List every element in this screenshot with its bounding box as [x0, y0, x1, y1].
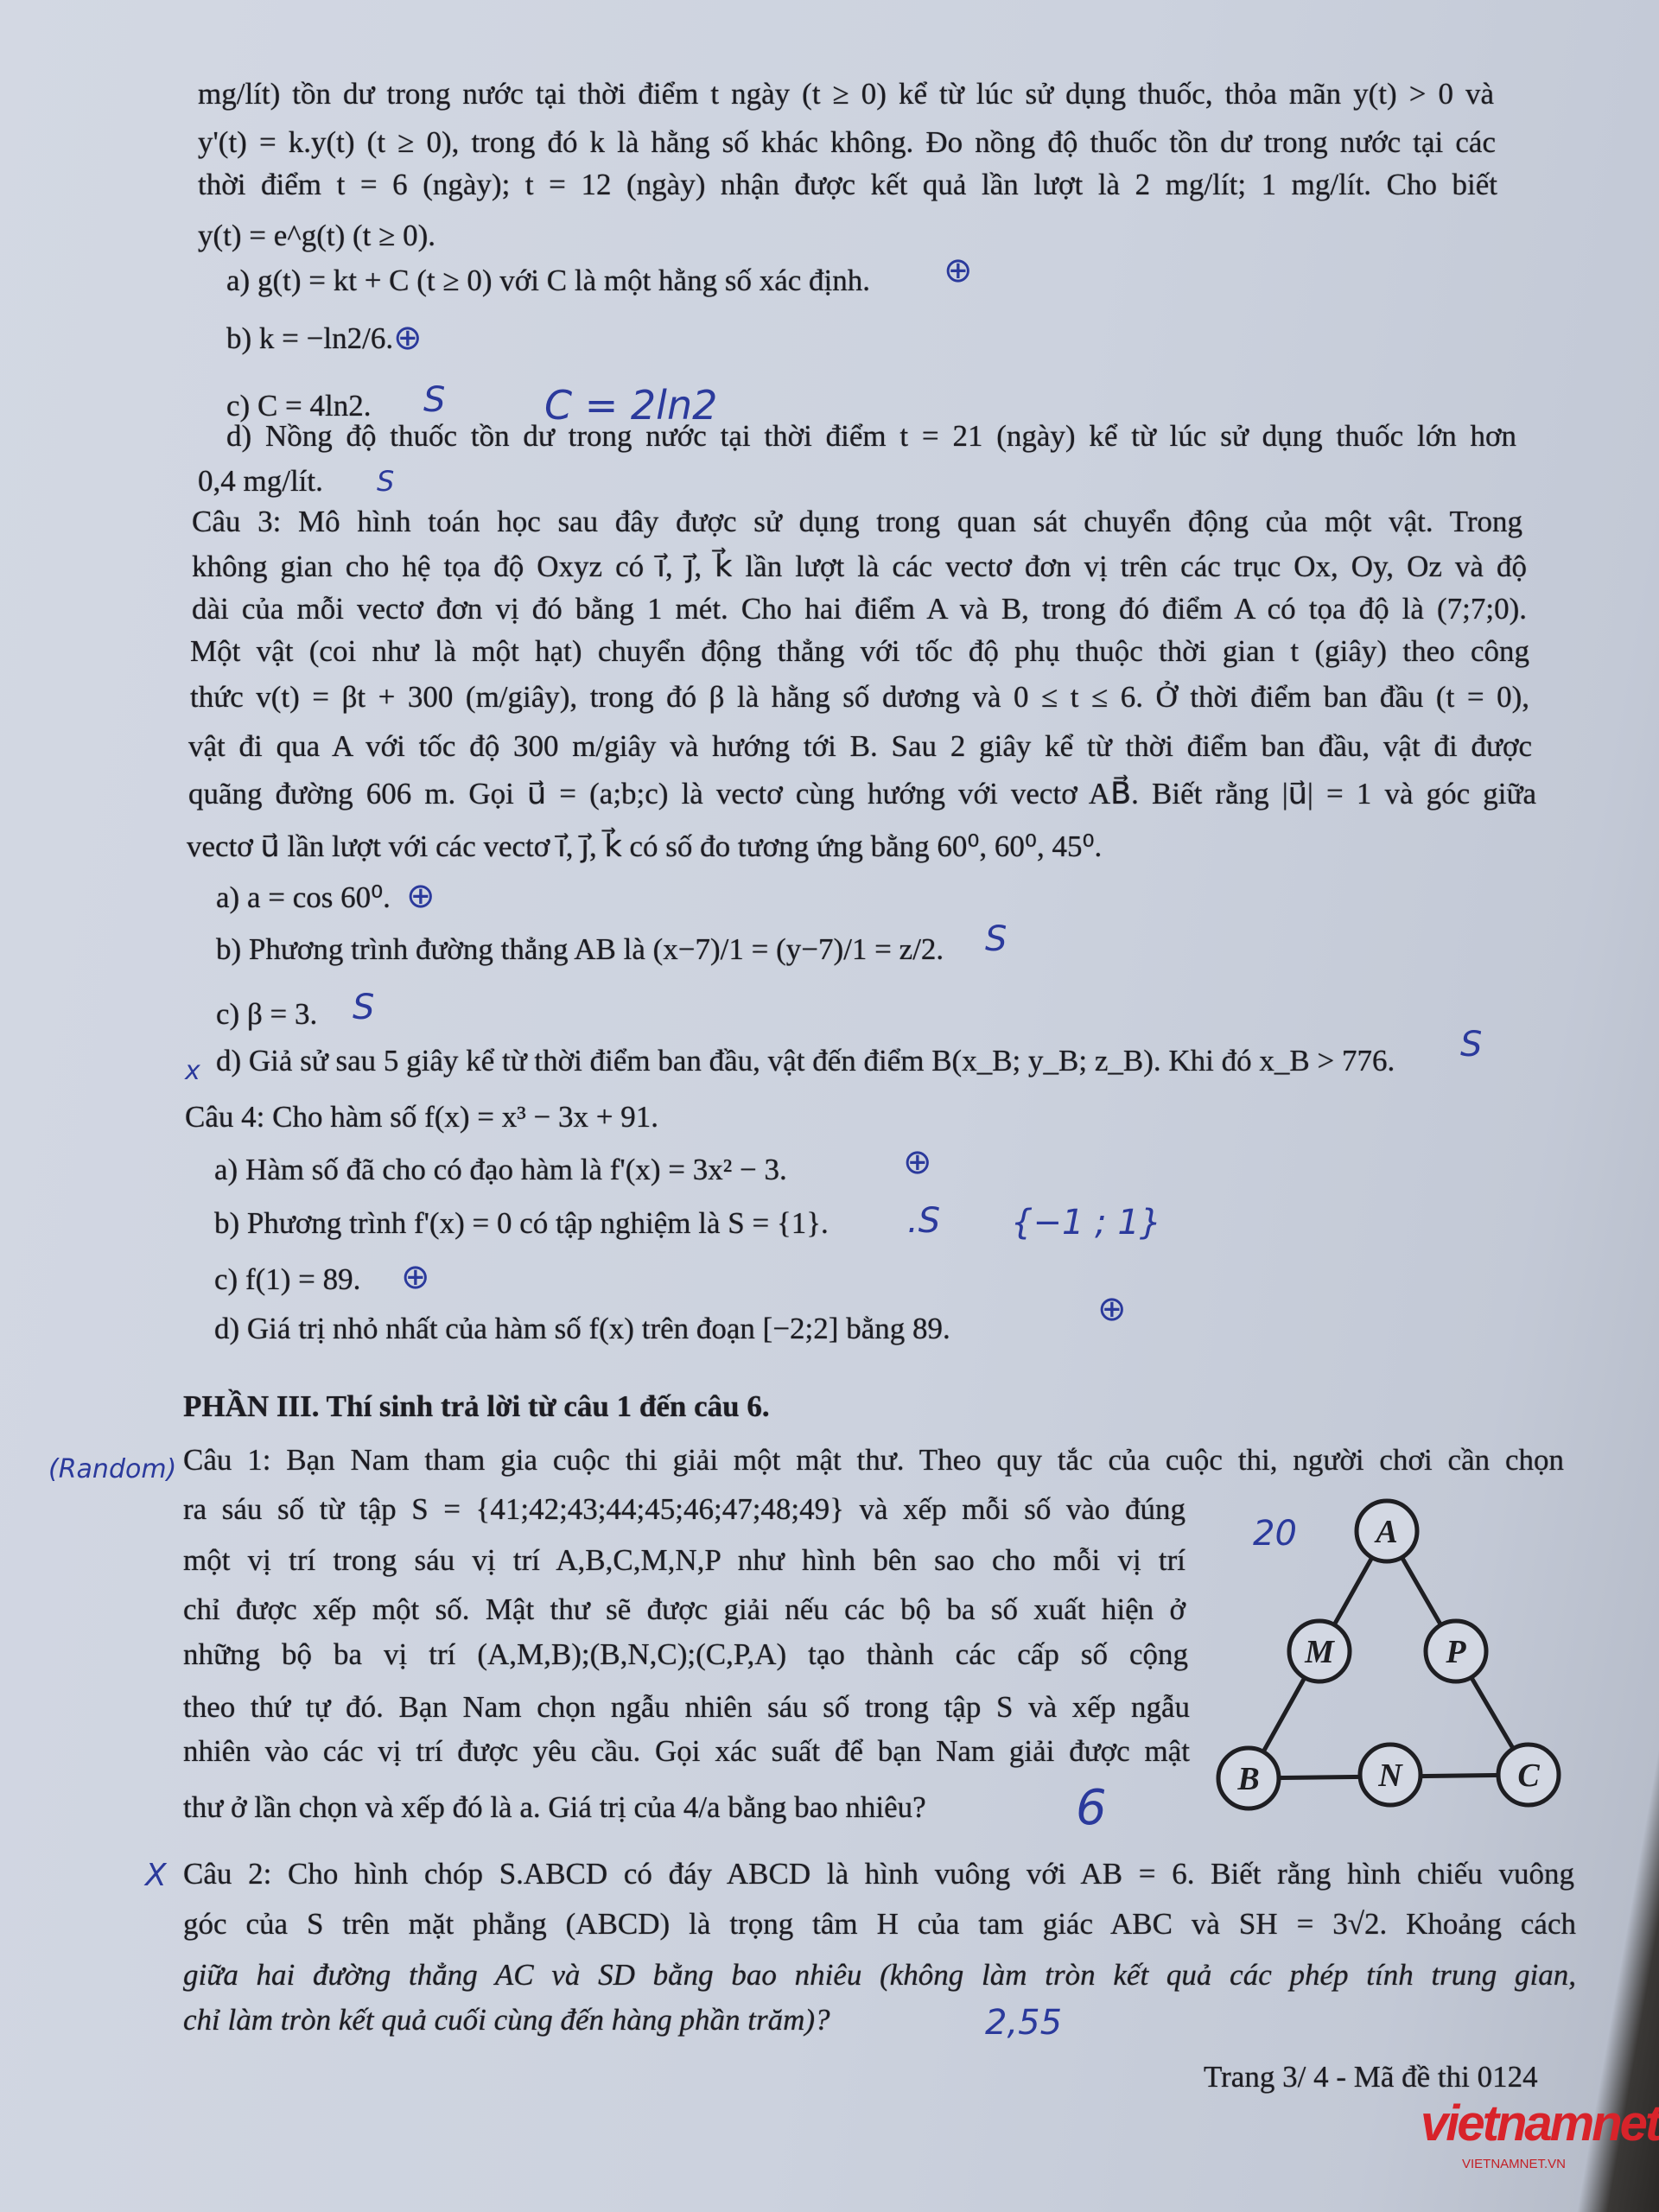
node-label: C: [1517, 1758, 1540, 1794]
handwritten-mark: ⊕: [401, 1257, 430, 1297]
part3-question-1-title: Câu 1: Bạn Nam tham gia cuộc thi giải một mật thư. Theo quy tắc của cuộc thi, người chơi cần chọn: [183, 1443, 1564, 1477]
text-line: vectơ u⃗ lần lượt với các vectơ i⃗, j⃗, k⃗ có số đo tương ứng bằng 60⁰, 60⁰, 45⁰.: [187, 830, 1103, 863]
handwritten-note: C = 2ln2: [544, 382, 718, 429]
text-line: một vị trí trong sáu vị trí A,B,C,M,N,P như hình bên sao cho mỗi vị trí: [183, 1543, 1185, 1577]
handwritten-mark: S: [1460, 1025, 1483, 1065]
handwritten-mark: S: [353, 988, 375, 1027]
option-a: a) a = cos 60⁰.: [216, 880, 391, 914]
option-a: a) g(t) = kt + C (t ≥ 0) với C là một hằng số xác định.: [226, 264, 870, 297]
handwritten-mark: S: [423, 380, 446, 420]
part3-question-2-title: Câu 2: Cho hình chóp S.ABCD có đáy ABCD là hình vuông với AB = 6. Biết rằng hình chiếu vuông: [183, 1857, 1574, 1891]
text-line: y(t) = e^g(t) (t ≥ 0).: [198, 219, 436, 252]
logo-brand: vietnamnet: [1421, 2095, 1659, 2152]
option-d: d) Nồng độ thuốc tồn dư trong nước tại thời điểm t = 21 (ngày) kể từ lúc sử dụng thuốc lớn hơn: [226, 419, 1516, 453]
question-3-title: Câu 3: Mô hình toán học sau đây được sử dụng trong quan sát chuyển động của một vật. Trong: [192, 505, 1522, 538]
option-c: c) β = 3.: [216, 997, 318, 1031]
option-d: d) Giả sử sau 5 giây kể từ thời điểm ban đầu, vật đến điểm B(x_B; y_B; z_B). Khi đó x_B > 776.: [216, 1044, 1395, 1077]
node-label: N: [1378, 1758, 1402, 1794]
handwritten-note: (Random): [48, 1454, 177, 1484]
handwritten-answer: 6: [1076, 1780, 1107, 1836]
node-label: B: [1237, 1761, 1260, 1797]
logo-site: VIETNAMNET.VN: [1462, 2157, 1567, 2171]
text-line: không gian cho hệ tọa độ Oxyz có i⃗, j⃗, k⃗ lần lượt là các vectơ đơn vị trên các trục Ox, Oy, Oz và độ: [192, 550, 1527, 583]
handwritten-note: {−1 ; 1}: [1011, 1203, 1162, 1243]
text-line: dài của mỗi vectơ đơn vị đó bằng 1 mét. Cho hai điểm A và B, trong đó điểm A có tọa độ là (7;7;0).: [192, 592, 1527, 626]
handwritten-mark: ⊕: [1097, 1289, 1127, 1329]
handwritten-mark: ⊕: [944, 251, 973, 290]
option-c: c) C = 4ln2.: [226, 389, 372, 423]
handwritten-mark: S: [985, 919, 1007, 959]
handwritten-mark: x: [185, 1056, 200, 1086]
handwritten-mark: S: [377, 465, 395, 498]
text-line: mg/lít) tồn dư trong nước tại thời điểm t ngày (t ≥ 0) kể từ lúc sử dụng thuốc, thỏa mãn y(t) > 0 và: [198, 77, 1494, 111]
option-b: b) Phương trình đường thẳng AB là (x−7)/1 = (y−7)/1 = z/2.: [216, 932, 944, 966]
text-line: nhiên vào các vị trí được yêu cầu. Gọi xác suất để bạn Nam giải được mật: [183, 1734, 1190, 1768]
option-c: c) f(1) = 89.: [214, 1262, 361, 1296]
handwritten-mark: X: [145, 1858, 167, 1893]
text-line: y'(t) = k.y(t) (t ≥ 0), trong đó k là hằng số khác không. Đo nồng độ thuốc tồn dư trong nước tại các: [198, 125, 1496, 159]
node-label: M: [1305, 1634, 1334, 1670]
handwritten-mark: .S: [907, 1201, 941, 1241]
node-label: P: [1446, 1634, 1466, 1670]
option-b: b) Phương trình f'(x) = 0 có tập nghiệm là S = {1}.: [214, 1206, 829, 1240]
text-line: góc của S trên mặt phẳng (ABCD) là trọng tâm H của tam giác ABC và SH = 3√2. Khoảng cách: [183, 1907, 1576, 1941]
page-footer: Trang 3/ 4 - Mã đề thi 0124: [1204, 2060, 1538, 2094]
position-diagram: [1192, 1486, 1573, 1815]
part-3-heading: PHẦN III. Thí sinh trả lời từ câu 1 đến câu 6.: [183, 1389, 770, 1423]
text-line: Một vật (coi như là một hạt) chuyển động thẳng với tốc độ phụ thuộc thời gian t (giây) theo công: [190, 634, 1529, 668]
option-b: b) k = −ln2/6.: [226, 321, 394, 355]
text-line: quãng đường 606 m. Gọi u⃗ = (a;b;c) là vectơ cùng hướng với vectơ AB⃗. Biết rằng |u⃗| = 1 và góc giữa: [188, 777, 1536, 810]
text-line: thời điểm t = 6 (ngày); t = 12 (ngày) nhận được kết quả lần lượt là 2 mg/lít; 1 mg/lít. Cho biết: [198, 168, 1497, 201]
text-line: chỉ làm tròn kết quả cuối cùng đến hàng phần trăm)?: [183, 2003, 830, 2037]
handwritten-mark: ⊕: [393, 318, 423, 358]
text-line: theo thứ tự đó. Bạn Nam chọn ngẫu nhiên sáu số trong tập S và xếp ngẫu: [183, 1690, 1190, 1724]
text-line: thức v(t) = βt + 300 (m/giây), trong đó β là hằng số dương và 0 ≤ t ≤ 6. Ở thời điểm ban đầu (t = 0),: [190, 680, 1529, 714]
node-label: A: [1376, 1514, 1398, 1550]
text-line: 0,4 mg/lít.: [198, 464, 323, 498]
text-line: những bộ ba vị trí (A,M,B);(B,N,C);(C,P,A) tạo thành các cấp số cộng: [183, 1637, 1188, 1671]
option-a: a) Hàm số đã cho có đạo hàm là f'(x) = 3x² − 3.: [214, 1153, 787, 1186]
handwritten-answer: 2,55: [985, 2003, 1063, 2043]
text-line: chỉ được xếp một số. Mật thư sẽ được giải nếu các bộ ba số xuất hiện ở: [183, 1592, 1185, 1626]
option-d: d) Giá trị nhỏ nhất của hàm số f(x) trên đoạn [−2;2] bằng 89.: [214, 1312, 950, 1345]
vietnamnet-watermark-logo: [1417, 2086, 1659, 2186]
text-line: vật đi qua A với tốc độ 300 m/giây và hướng tới B. Sau 2 giây kể từ thời điểm ban đầu, vật đi được: [188, 729, 1532, 763]
text-line: giữa hai đường thẳng AC và SD bằng bao nhiêu (không làm tròn kết quả các phép tính trung gian,: [183, 1958, 1576, 1992]
text-line: ra sáu số từ tập S = {41;42;43;44;45;46;47;48;49} và xếp mỗi số vào đúng: [183, 1492, 1185, 1526]
handwritten-note: 20: [1253, 1514, 1297, 1554]
handwritten-mark: ⊕: [903, 1142, 932, 1182]
handwritten-mark: ⊕: [406, 876, 435, 916]
text-line: thư ở lần chọn và xếp đó là a. Giá trị của 4/a bằng bao nhiêu?: [183, 1790, 926, 1824]
question-4-title: Câu 4: Cho hàm số f(x) = x³ − 3x + 91.: [185, 1100, 659, 1134]
